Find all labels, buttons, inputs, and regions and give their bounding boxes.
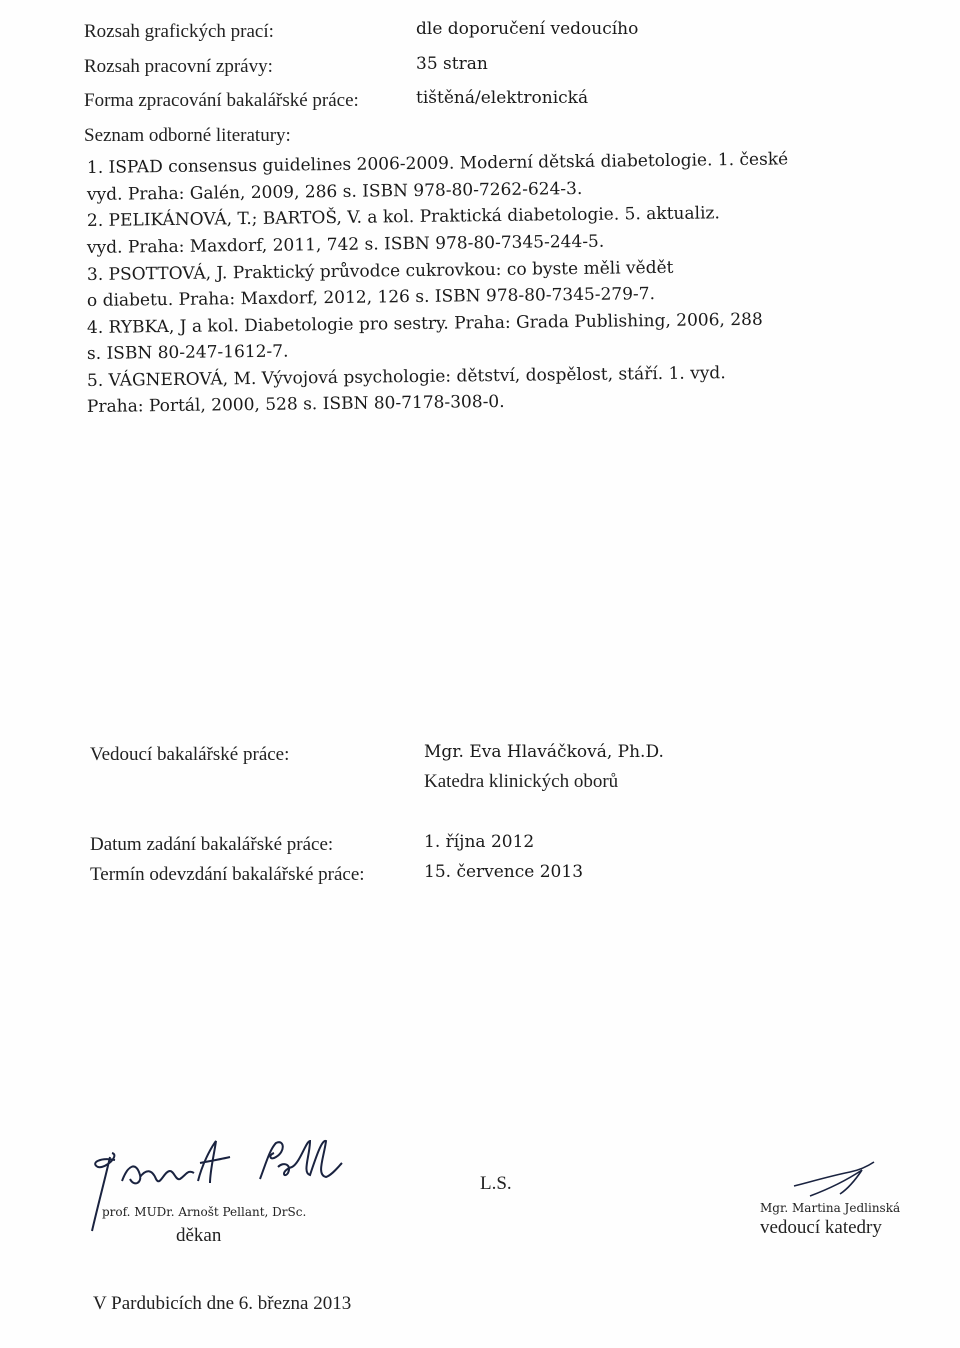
supervisor-department: Katedra klinických oborů — [424, 771, 619, 792]
supervisor-label: Vedoucí bakalářské práce: — [90, 744, 290, 765]
processing-form-value: tištěná/elektronická — [416, 88, 589, 108]
submission-date-value: 15. července 2013 — [424, 862, 584, 882]
literature-line: Praha: Portál, 2000, 528 s. ISBN 80-7178-308-0. — [86, 391, 505, 417]
literature-line: 2. PELIKÁNOVÁ, T.; BARTOŠ, V. a kol. Praktická diabetologie. 5. aktualiz. — [86, 203, 720, 231]
processing-form-label: Forma zpracování bakalářské práce: — [84, 90, 359, 111]
dean-name: prof. MUDr. Arnošt Pellant, DrSc. — [102, 1205, 307, 1219]
head-name: Mgr. Martina Jedlinská — [760, 1201, 901, 1215]
report-scope-label: Rozsah pracovní zprávy: — [84, 56, 273, 77]
literature-line: o diabetu. Praha: Maxdorf, 2012, 126 s. ISBN 978-80-7345-279-7. — [86, 284, 656, 311]
place-date: V Pardubicích dne 6. března 2013 — [93, 1293, 352, 1314]
seal-place-label: L.S. — [480, 1173, 512, 1194]
assignment-date-label: Datum zadání bakalářské práce: — [90, 834, 334, 855]
assignment-date-value: 1. října 2012 — [424, 832, 535, 852]
report-scope-value: 35 stran — [416, 54, 488, 74]
literature-line: s. ISBN 80-247-1612-7. — [86, 341, 289, 364]
literature-heading: Seznam odborné literatury: — [84, 125, 291, 146]
graphics-scope-value: dle doporučení vedoucího — [416, 19, 639, 39]
literature-line: 1. ISPAD consensus guidelines 2006-2009. Moderní dětská diabetologie. 1. české — [86, 149, 789, 178]
literature-line: 4. RYBKA, J a kol. Diabetologie pro sestry. Praha: Grada Publishing, 2006, 288 — [86, 309, 763, 338]
graphics-scope-label: Rozsah grafických prací: — [84, 21, 274, 42]
literature-line: vyd. Praha: Galén, 2009, 286 s. ISBN 978-80-7262-624-3. — [86, 178, 583, 205]
supervisor-name: Mgr. Eva Hlaváčková, Ph.D. — [424, 742, 664, 762]
literature-line: 5. VÁGNEROVÁ, M. Vývojová psychologie: dětství, dospělost, stáří. 1. vyd. — [86, 363, 726, 391]
dean-title: děkan — [176, 1225, 222, 1246]
head-title: vedoucí katedry — [760, 1217, 882, 1238]
literature-line: vyd. Praha: Maxdorf, 2011, 742 s. ISBN 978-80-7345-244-5. — [86, 231, 605, 258]
submission-date-label: Termín odevzdání bakalářské práce: — [90, 864, 365, 885]
literature-line: 3. PSOTTOVÁ, J. Praktický průvodce cukrovkou: co byste měli vědět — [86, 257, 674, 285]
